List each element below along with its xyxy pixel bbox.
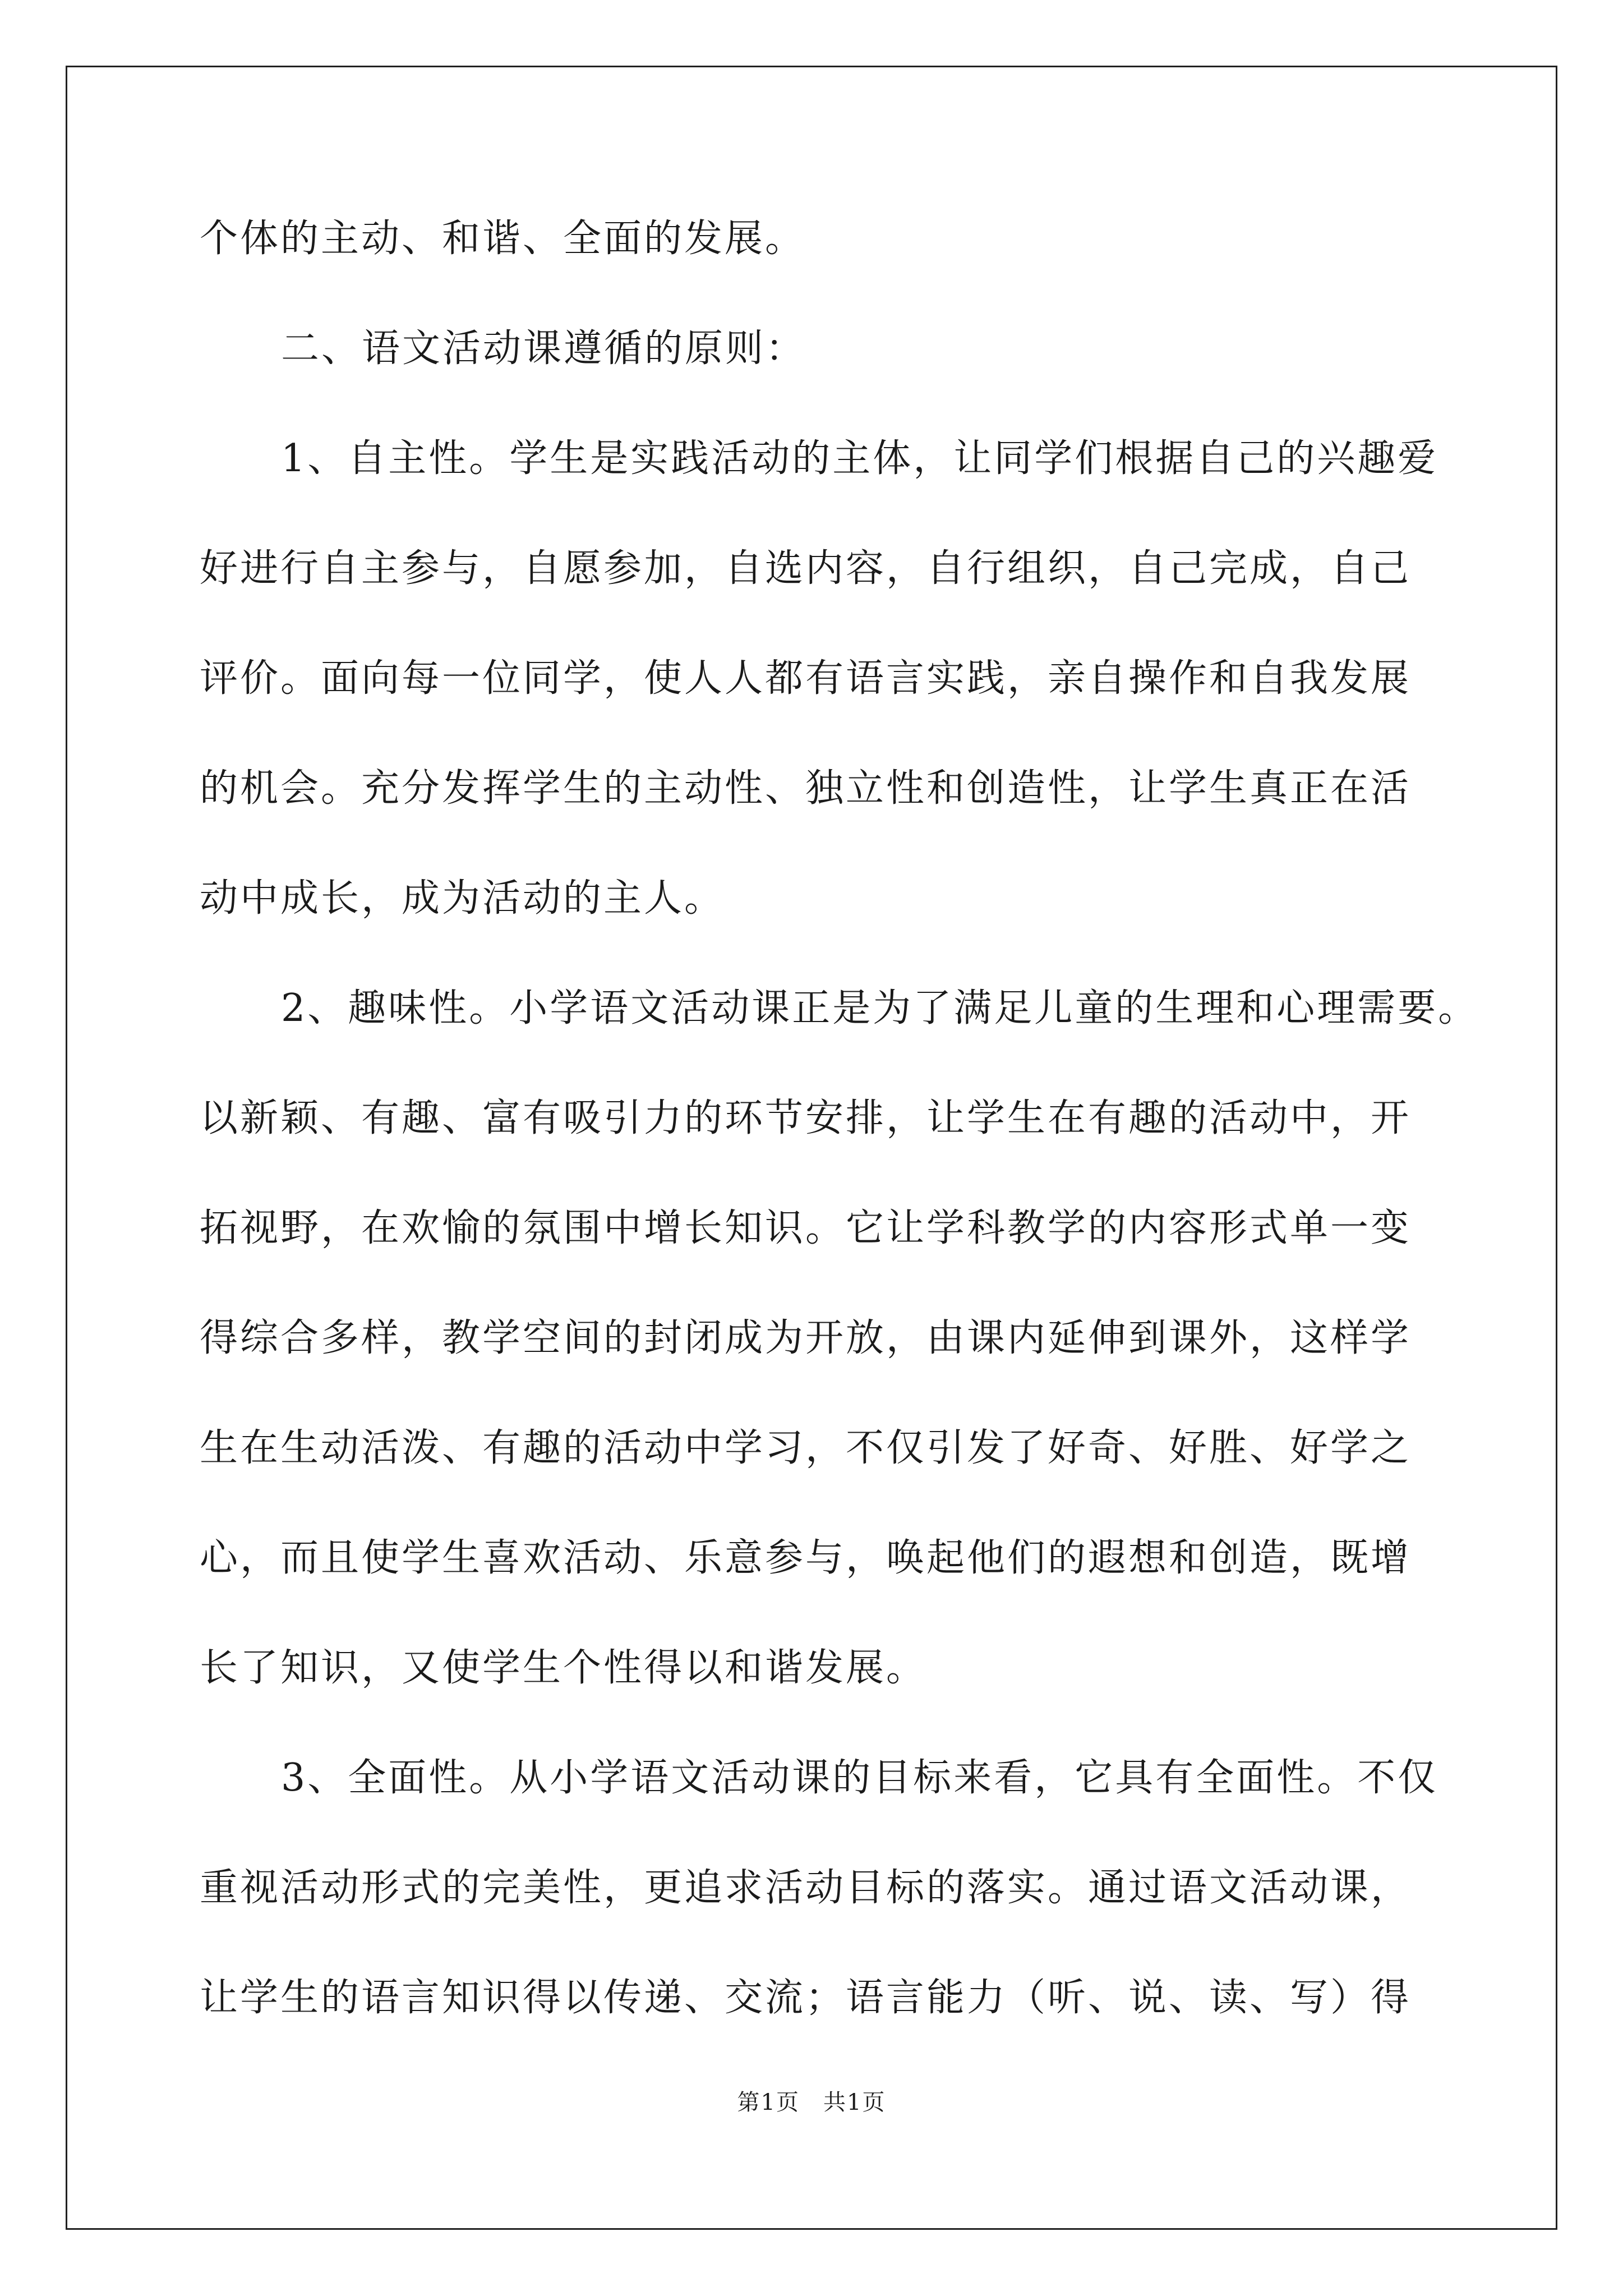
text-line: 评价。面向每一位同学，使人人都有语言实践，亲自操作和自我发展 [200,656,1412,701]
text-line: 动中成长，成为活动的主人。 [200,876,725,921]
text-line: 3、全面性。从小学语文活动课的目标来看，它具有全面性。不仅 [281,1756,1438,1800]
text-line: 以新颖、有趣、富有吸引力的环节安排，让学生在有趣的活动中，开 [200,1096,1412,1140]
text-line: 生在生动活泼、有趣的活动中学习，不仅引发了好奇、好胜、好学之 [200,1426,1412,1470]
section-heading: 二、语文活动课遵循的原则： [281,326,806,371]
text-line: 的机会。充分发挥学生的主动性、独立性和创造性，让学生真正在活 [200,766,1412,811]
text-line: 拓视野，在欢愉的氛围中增长知识。它让学科教学的内容形式单一变 [200,1206,1412,1250]
text-line: 个体的主动、和谐、全面的发展。 [200,217,806,261]
page-footer: 第1页 共1页 [737,2090,886,2115]
text-line: 心，而且使学生喜欢活动、乐意参与，唤起他们的遐想和创造，既增 [200,1536,1412,1580]
text-line: 长了知识，又使学生个性得以和谐发展。 [200,1646,927,1690]
text-line: 让学生的语言知识得以传递、交流；语言能力（听、说、读、写）得 [200,1976,1412,2020]
text-line: 重视活动形式的完美性，更追求活动目标的落实。通过语文活动课， [200,1866,1412,1910]
text-line: 好进行自主参与，自愿参加，自选内容，自行组织，自己完成，自己 [200,546,1412,591]
text-line: 1、自主性。学生是实践活动的主体，让同学们根据自己的兴趣爱 [281,436,1438,481]
text-line: 得综合多样，教学空间的封闭成为开放，由课内延伸到课外，这样学 [200,1316,1412,1360]
text-line: 2、趣味性。小学语文活动课正是为了满足儿童的生理和心理需要。 [281,986,1479,1030]
